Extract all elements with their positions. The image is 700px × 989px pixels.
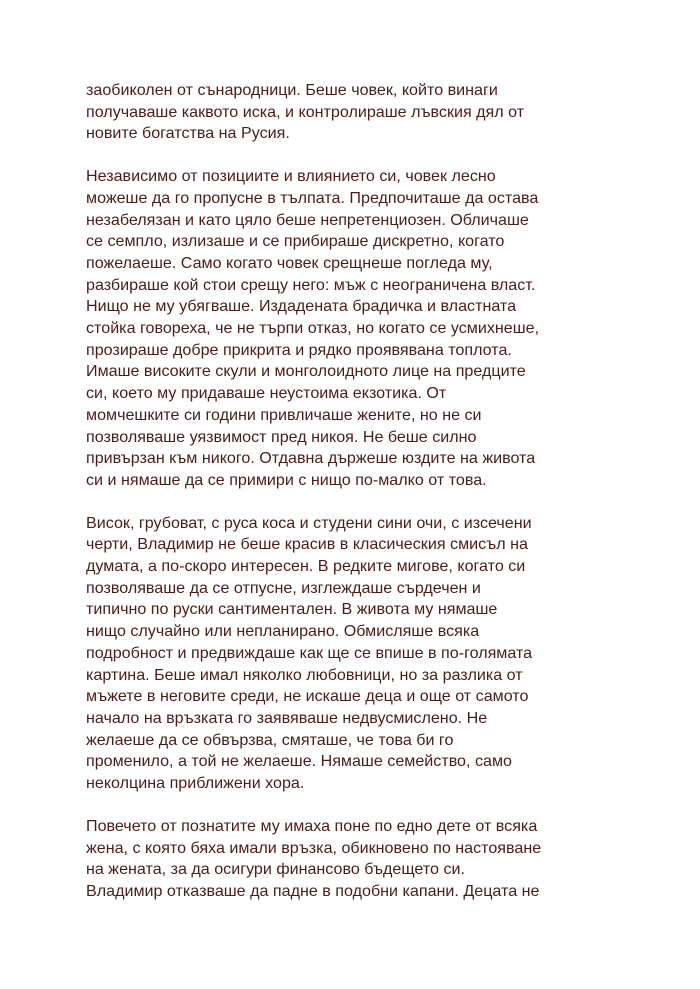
text-line: пожелаеше. Само когато човек срещнеше погледа му, <box>86 253 493 272</box>
text-line: стойка говореха, че не търпи отказ, но когато се усмихнеше, <box>86 319 540 338</box>
text-line: нищо случайно или непланирано. Обмисляше всяка <box>86 622 480 641</box>
text-line: променило, а той не желаеше. Нямаше семейство, само <box>86 752 512 771</box>
text-line: Нищо не му убягваше. Издадената брадичка и властната <box>86 297 517 316</box>
text-line: позволяваше уязвимост пред никоя. Не беше силно <box>86 427 477 446</box>
text-line: си и нямаше да се примири с нищо по-малко от това. <box>86 470 487 489</box>
text-line: на жената, за да осигури финансово бъдещето си. <box>86 860 465 879</box>
paragraph-2 <box>86 166 622 492</box>
document-body <box>86 80 622 924</box>
text-line: новите богатства на Русия. <box>86 124 290 143</box>
text-line: начало на връзката го заявяваше недвусмислено. Не <box>86 708 488 727</box>
text-line: думата, а по-скоро интересен. В редките мигове, когато си <box>86 557 526 576</box>
text-line: позволяваше да се отпусне, изглеждаше сърдечен и <box>86 578 481 597</box>
text-line: Имаше високите скули и монголоидното лице на предците <box>86 362 526 381</box>
text-line: можеше да го пропусне в тълпата. Предпочиташе да остава <box>86 188 539 207</box>
paragraph-3 <box>86 513 622 795</box>
text-line: прозираше добре прикрита и рядко проявявана топлота. <box>86 340 512 359</box>
text-line: желаеше да се обвързва, смяташе, че това би го <box>86 730 454 749</box>
text-line: Владимир отказваше да падне в подобни капани. Децата не <box>86 881 540 900</box>
text-line: заобиколен от сънародници. Беше човек, който винаги <box>86 81 498 99</box>
text-line: привързан към никого. Отдавна държеше юздите на живота <box>86 449 536 468</box>
text-line: Висок, грубоват, с руса коса и студени сини очи, с изсечени <box>86 513 532 532</box>
text-line: получаваше каквото иска, и контролираше лъвския дял от <box>86 102 525 121</box>
text-line: черти, Владимир не беше красив в класическия смисъл на <box>86 535 528 554</box>
text-line: мъжете в неговите среди, не искаше деца и още от самото <box>86 687 529 706</box>
text-line: разбираше кой стои срещу него: мъж с неограничена власт. <box>86 275 536 294</box>
text-line: си, което му придаваше неустоима екзотика. От <box>86 384 447 403</box>
text-line: момчешките си години привличаше жените, но не си <box>86 405 482 424</box>
text-line: незабелязан и като цяло беше непретенциозен. Обличаше <box>86 210 529 229</box>
text-line: Независимо от позициите и влиянието си, човек лесно <box>86 167 496 186</box>
text-line: неколцина приближени хора. <box>86 774 305 793</box>
text-line: жена, с която бяха имали връзка, обикновено по настояване <box>86 838 542 857</box>
text-line: Повечето от познатите му имаха поне по едно дете от всяка <box>86 816 538 835</box>
text-line: се семпло, излизаше и се прибираше дискретно, когато <box>86 232 505 251</box>
text-line: типично по руски сантиментален. В живота му нямаше <box>86 600 498 619</box>
text-line: картина. Беше имал няколко любовници, но за разлика от <box>86 665 523 684</box>
text-line: подробност и предвиждаше как ще се впише в по-голямата <box>86 643 533 662</box>
paragraph-4 <box>86 816 622 903</box>
paragraph-1 <box>86 80 622 145</box>
